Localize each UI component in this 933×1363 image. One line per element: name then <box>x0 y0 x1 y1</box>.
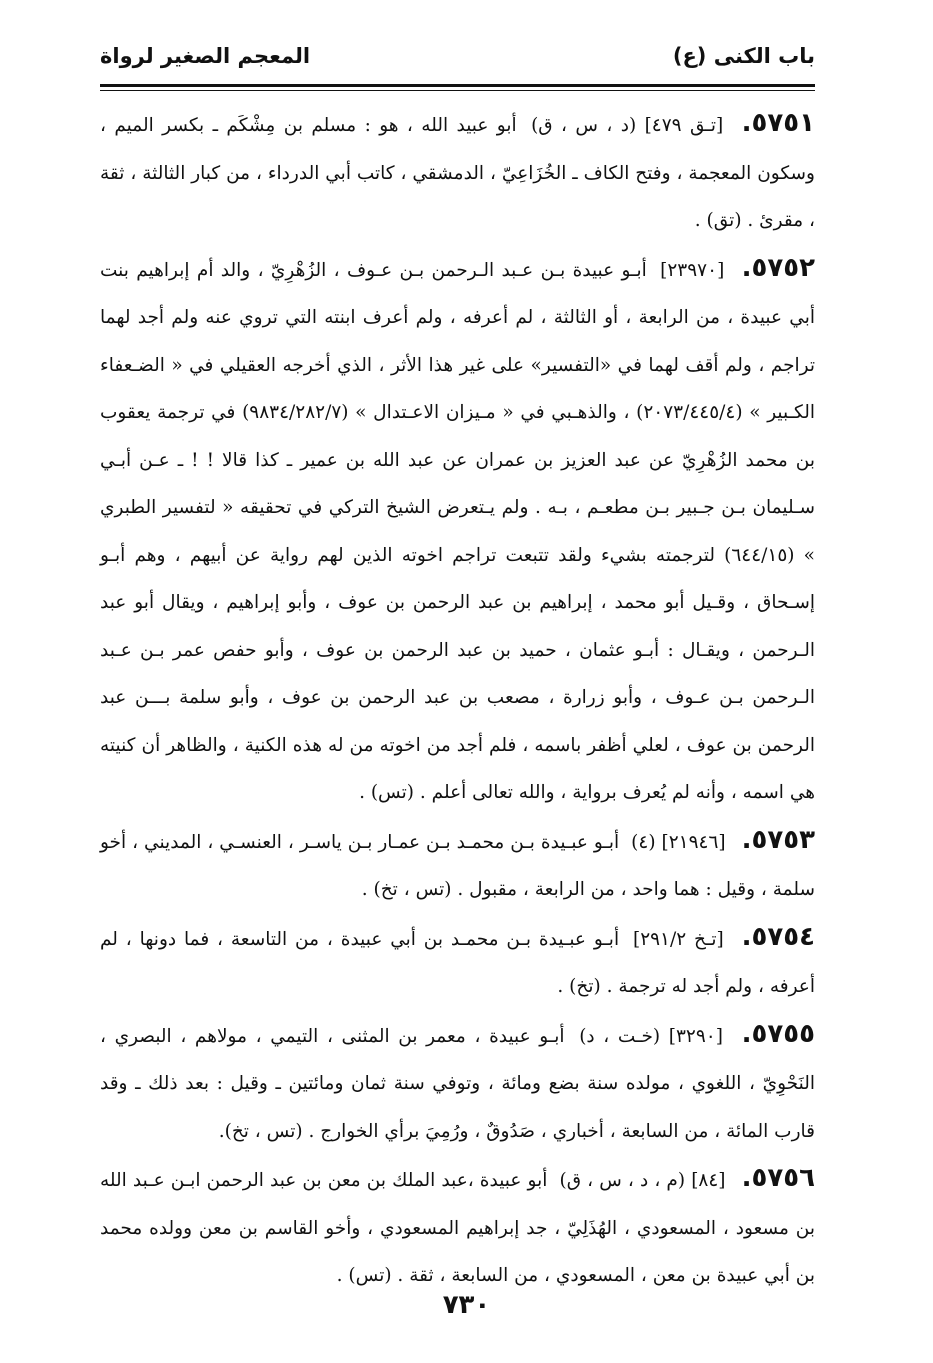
entry-5753 <box>100 817 815 914</box>
page-number: ٧٣٠ <box>442 1290 491 1320</box>
entry-number: ٥٧٥٥. <box>741 1018 815 1049</box>
entry-reference: [٣٢٩٠] (خـت ، د) <box>579 1025 723 1047</box>
entry-5754 <box>100 914 815 1011</box>
entries-body <box>100 100 815 1300</box>
entry-text: أبو عبيد الله ، هو : مسلم بن مِشْكَم ـ بكسر الميم ، وسكون المعجمة ، وفتح الكاف ـ الخُزَاعِيّ ، الدمشقي ، كاتب أبي الدرداء ، من كبار الثالثة ، ثقة ، مقرئ . (تق) . <box>100 115 815 231</box>
chapter-title: باب الكنى (ع) <box>672 44 815 68</box>
book-title: المعجم الصغير لرواة <box>100 44 311 68</box>
entry-5752 <box>100 245 815 817</box>
entry-reference: [تـق ٤٧٩] (د ، س ، ق) <box>531 115 724 136</box>
entry-text: أبو عبيدة ،عبد الملك بن معن بن عبد الرحمن ابـن عـبد الله بن مسعود ، المسعودي ، الهُذَلِيّ ، جد إبراهيم المسعودي ، وأخو القاسم بن معن وولده محمد بن أبي عبيدة بن معن ، المسعودي ، من السابعة ، ثقة . (تس) . <box>100 1170 815 1286</box>
entry-number: ٥٧٥١. <box>741 108 815 138</box>
header-divider <box>100 84 815 87</box>
entry-reference: [٢٣٩٧٠] <box>660 259 725 281</box>
entry-number: ٥٧٥٣. <box>741 824 815 855</box>
entry-number: ٥٧٥٤. <box>741 921 816 952</box>
entry-reference: [تـخ ٢٩١/٢] <box>632 928 724 950</box>
entry-text: أبـو عبـيدة بـن محمـد بن أبي عبيدة ، من التاسعة ، فما دونها ، لم أعرفه ، ولم أجد له ترجمة . (تخ) . <box>100 928 815 997</box>
entry-text: أبـو عبيدة بـن عـبد الـرحمن بـن عـوف ، الزُهْرِيّ ، والد أم إبراهيم بنت أبي عبيدة ، من الرابعة ، أو الثالثة ، لم أعرفه ، ولم أعرف ابنته التي تروي عنه ولم أجد لهما تراجم ، ولم أقف لهما في «التفسير» على غير هذا الأثر ، الذي أخرجه العقيلي في « الضـعفاء الكـبير » (٢٠٧٣/٤٤٥/٤) ، والذهـبي في « مـيزان الاعـتدال » (٩٨٣٤/٢٨٢/٧) في ترجمة يعقوب بن محمد الزُهْرِيّ عن عبد العزيز بن عمران عن عبد الله بن عمير ـ كذا قالا ! ! ـ عـن أبـي سـليمان بـن جـبير بـن مطعـم ، بـه . ولم يـتعرض الشيخ التركي في تحقيقه « لتفسير الطبري » (٦٤٤/١٥) لترجمته بشيء ولقد تتبعت تراجم اخوته الذين لهم رواية عن أبيهم ، وهم أبـو إسـحاق ، وقـيل أبو محمد ، إبراهيم بن عبد الرحمن بن عوف ، وأبو إبراهيم ، ويقال أبو عبد الـرحمن ، ويقـال : أبـو عثمان ، حميد بن عبد الرحمن بن عوف ، وأبو حفص عمر بـن عـبد الـرحمن بـن عـوف ، وأبو زرارة ، مصعب بن عبد الرحمن بن عوف ، وأبو سلمة بـــن عبد الرحمن بن عوف ، لعلي أظفر باسمه ، فلم أجد من اخوته من له هذه الكنية ، والظاهر أن كنيته هي اسمه ، وأنه لم يُعرف برواية ، والله تعالى أعلم . (تس) . <box>100 259 815 803</box>
entry-reference: [٨٤] (م ، د ، س ، ق) <box>559 1170 726 1191</box>
entry-number: ٥٧٥٦. <box>741 1163 815 1193</box>
entry-5755 <box>100 1011 815 1156</box>
entry-5751 <box>100 100 815 245</box>
entry-reference: [٢١٩٤٦] (٤) <box>631 831 726 853</box>
header-divider-thin <box>100 90 815 91</box>
entry-text: أبـو عبـيدة بـن محمـد بـن عمـار بـن ياسـر ، العنسـي ، المديني ، أخو سلمة ، وقيل : هما واحد ، من الرابعة ، مقبول . (تس ، تخ) . <box>100 831 815 900</box>
entry-5756 <box>100 1155 815 1300</box>
running-header <box>100 42 815 86</box>
entry-text: أبـو عبيدة ، معمر بن المثنى ، التيمي ، مولاهم ، البصري ، النَحْوِيّ ، اللغوي ، مولده سنة بضع ومائة ، وتوفي سنة ثمان ومائتين ـ وقيل : بعد ذلك ـ وقد قارب المائة ، من السابعة ، أخباري ، صَدُوقٌ ، ورُمِيَ برأي الخوارج . (تس ، تخ). <box>100 1025 815 1142</box>
entry-number: ٥٧٥٢. <box>741 252 816 283</box>
